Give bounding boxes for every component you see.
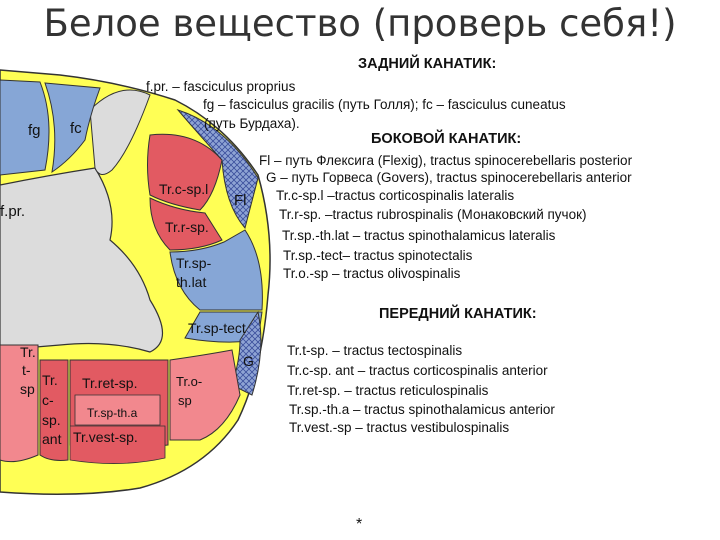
lateral-heading: БОКОВОЙ КАНАТИК: (371, 131, 522, 147)
anterior-line: Tr.ret-sp. – tractus reticulospinalis (287, 383, 489, 398)
lateral-line: Tr.sp.-th.lat – tractus spinothalamicus lateralis (282, 228, 556, 243)
footnote-asterisk: * (356, 516, 363, 533)
label-g: G (243, 353, 254, 369)
posterior-heading: ЗАДНИЙ КАНАТИК: (358, 56, 497, 72)
label-trvest: Tr.vest-sp. (73, 429, 138, 445)
lateral-line: Fl – путь Флексига (Flexig), tractus spinocerebellaris posterior (259, 153, 633, 168)
label-fpr: f.pr. (0, 203, 26, 220)
label-trspth-2: th.lat (176, 274, 207, 290)
lateral-line: Tr.r-sp. –tractus rubrospinalis (Монаковский пучок) (279, 207, 587, 222)
lateral-line: Tr.sp.-tect– tractus spinotectalis (283, 248, 473, 263)
page-title: Белое вещество (проверь себя!) (43, 2, 677, 45)
label-trrsp: Tr.r-sp. (165, 219, 209, 235)
label-fl: Fl (234, 192, 247, 209)
label-trret: Tr.ret-sp. (82, 375, 138, 391)
posterior-line: f.pr. – fasciculus proprius (146, 79, 296, 94)
label-trspta: Tr.sp-th.a (87, 406, 138, 420)
label-tr-3: sp (20, 381, 35, 397)
label-tro-2: sp (178, 393, 192, 408)
label-trspth-1: Tr.sp- (176, 255, 212, 271)
anterior-line: Tr.c-sp. ant – tractus corticospinalis anterior (287, 363, 548, 378)
fasciculus-gracilis-region (0, 80, 49, 175)
posterior-line: fg – fasciculus gracilis (путь Голля); fc – fasciculus cuneatus (203, 97, 566, 112)
label-tr-1: Tr. (20, 344, 36, 360)
label-tro-1: Tr.o- (176, 374, 203, 389)
label-trc-3: sp. (42, 412, 61, 428)
label-trc-2: c- (42, 392, 54, 408)
label-tr-2: t- (22, 362, 31, 378)
tectospinal-region (0, 345, 38, 462)
anterior-heading: ПЕРЕДНИЙ КАНАТИК: (379, 306, 537, 322)
label-trc-1: Tr. (42, 372, 58, 388)
lateral-line: G – путь Горвеса (Govers), tractus spinocerebellaris anterior (266, 170, 632, 185)
posterior-line: (путь Бурдаха). (204, 116, 300, 131)
label-trcspl: Tr.c-sp.l (159, 181, 209, 197)
label-fc: fc (70, 120, 82, 137)
anterior-line: Tr.sp.-th.a – tractus spinothalamicus anterior (289, 402, 555, 417)
anterior-line: Tr.t-sp. – tractus tectospinalis (287, 343, 463, 358)
lateral-line: Tr.o.-sp – tractus olivospinalis (283, 266, 461, 281)
label-trc-4: ant (42, 431, 62, 447)
lateral-line: Tr.c-sp.l –tractus corticospinalis lateralis (276, 188, 515, 203)
label-trsptect: Tr.sp-tect (188, 320, 246, 336)
anterior-line: Tr.vest.-sp – tractus vestibulospinalis (289, 420, 510, 435)
label-fg: fg (28, 122, 41, 139)
